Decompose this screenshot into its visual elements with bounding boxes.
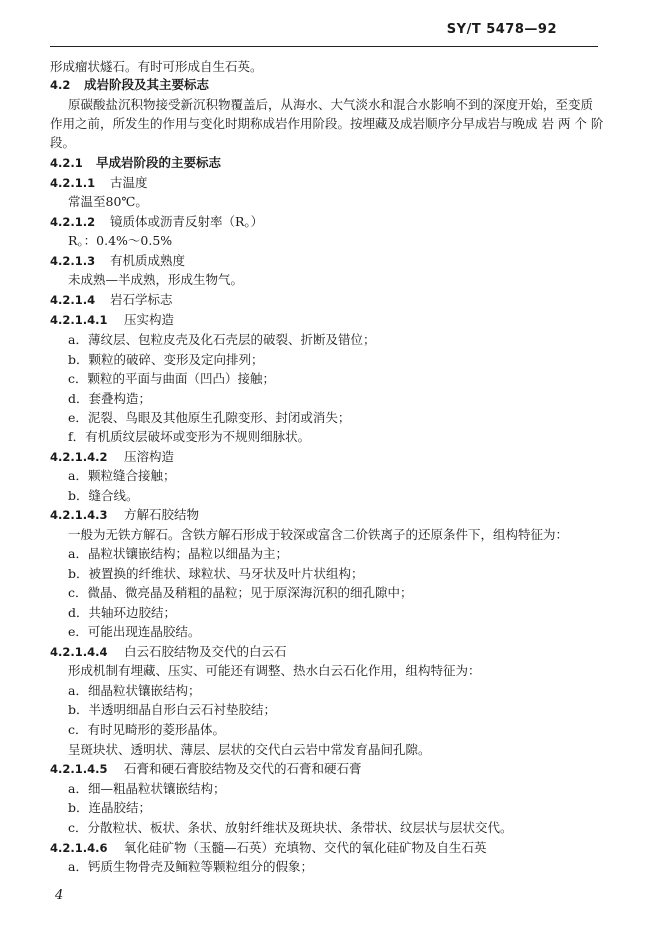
text-line — [68, 96, 593, 114]
section-title: 石膏和硬石膏胶结物及交代的石膏和硬石膏 — [124, 761, 362, 776]
line-text: a．薄纹层、包粒皮壳及化石壳层的破裂、折断及错位； — [68, 332, 376, 347]
line-text: a．细—粗晶粒状镶嵌结构； — [68, 781, 226, 796]
section-number: 4.2.1.2 — [50, 215, 96, 229]
section-title: 有机质成熟度 — [110, 253, 186, 268]
line-text: 一般为无铁方解石。含铁方解石形成于较深或富含二价铁离子的还原条件下，组构特征为： — [68, 527, 569, 542]
text-line — [68, 780, 225, 798]
section-heading — [50, 154, 221, 172]
line-text: 常温至80℃。 — [68, 194, 148, 209]
section-heading — [50, 291, 173, 309]
section-heading — [50, 839, 487, 857]
line-text: 未成熟—半成熟，形成生物气。 — [68, 272, 244, 287]
text-line — [68, 858, 313, 876]
line-text: 原碳酸盐沉积物接受新沉积物覆盖后，从海水、大气淡水和混合水影响不到的深度开始，至变质 — [68, 97, 594, 112]
section-heading — [50, 448, 174, 466]
line-text: b．连晶胶结； — [68, 800, 152, 815]
section-heading — [50, 643, 287, 661]
section-number: 4.2.1.4 — [50, 293, 96, 307]
section-title: 白云石胶结物及交代的白云石 — [124, 644, 287, 659]
text-line — [68, 682, 200, 700]
text-line — [68, 271, 243, 289]
section-title: 镜质体或沥青反射率（R。） — [110, 214, 264, 229]
text-line — [68, 741, 431, 759]
line-text: a．细晶粒状镶嵌结构； — [68, 683, 201, 698]
text-line — [68, 584, 413, 602]
text-line — [68, 467, 175, 485]
line-text: a．晶粒状镶嵌结构；晶粒以细晶为主； — [68, 546, 288, 561]
text-line — [68, 526, 568, 544]
text-line — [68, 409, 350, 427]
line-text: c．微晶、微亮晶及稍粗的晶粒；见于原深海沉积的细孔隙中； — [68, 585, 413, 600]
text-line — [68, 565, 364, 583]
text-line — [68, 232, 172, 250]
section-title: 压实构造 — [124, 312, 175, 327]
section-heading — [50, 506, 199, 524]
line-text: e．泥裂、鸟眼及其他原生孔隙变形、封闭或消失； — [68, 410, 351, 425]
line-text: a．颗粒缝合接触； — [68, 468, 176, 483]
text-line — [50, 58, 263, 76]
page-number: 4 — [55, 888, 64, 903]
line-text: c．有时见畸形的菱形晶体。 — [68, 722, 226, 737]
header-rule — [50, 46, 598, 47]
line-text: c．颗粒的平面与曲面（凹凸）接触； — [68, 371, 276, 386]
line-text: d．套叠构造； — [68, 391, 152, 406]
section-heading — [50, 213, 263, 231]
section-number: 4.2.1.4.3 — [50, 508, 108, 522]
section-heading — [50, 252, 185, 270]
line-text: b．半透明细晶自形白云石衬垫胶结； — [68, 702, 277, 717]
text-line — [68, 545, 288, 563]
section-number: 4.2.1.4.2 — [50, 450, 108, 464]
section-heading — [50, 311, 174, 329]
line-text: R。：0.4%～0.5% — [68, 233, 173, 248]
section-title: 早成岩阶段的主要标志 — [96, 155, 222, 170]
text-line — [68, 487, 139, 505]
section-heading — [50, 760, 362, 778]
text-line — [68, 721, 225, 739]
text-line — [68, 604, 176, 622]
text-line — [68, 193, 148, 211]
line-text: a．钙质生物骨壳及鲕粒等颗粒组分的假象； — [68, 859, 313, 874]
line-text: b．被置换的纤维状、球粒状、马牙状及叶片状组构； — [68, 566, 364, 581]
section-number: 4.2.1.4.5 — [50, 762, 108, 776]
line-text: f．有机质纹层破坏或变形为不规则细脉状。 — [68, 429, 311, 444]
section-number: 4.2.1.4.1 — [50, 313, 108, 327]
line-text: d．共轴环边胶结； — [68, 605, 177, 620]
section-title: 古温度 — [110, 175, 148, 190]
text-line — [68, 370, 275, 388]
section-number: 4.2.1.3 — [50, 254, 96, 268]
section-number: 4.2.1.4.4 — [50, 645, 108, 659]
line-text: 段。 — [50, 135, 76, 150]
section-number: 4.2.1 — [50, 156, 83, 170]
text-line — [68, 799, 151, 817]
text-line — [68, 819, 513, 837]
line-text: b．缝合线。 — [68, 488, 139, 503]
standard-code: SY/T 5478—92 — [446, 22, 557, 37]
line-text: 形成瘤状燧石。有时可形成自生石英。 — [50, 59, 263, 74]
text-line — [68, 701, 276, 719]
text-line — [68, 623, 200, 641]
section-title: 成岩阶段及其主要标志 — [84, 77, 210, 92]
section-title: 压溶构造 — [124, 449, 175, 464]
section-number: 4.2.1.1 — [50, 176, 96, 190]
text-line — [68, 662, 481, 680]
text-line — [50, 134, 75, 152]
line-text: 呈斑块状、透明状、薄层、层状的交代白云岩中常发育晶间孔隙。 — [68, 742, 431, 757]
line-text: 形成机制有埋藏、压实、可能还有调整、热水白云石化作用，组构特征为： — [68, 663, 481, 678]
section-title: 氧化硅矿物（玉髓—石英）充填物、交代的氧化硅矿物及自生石英 — [124, 840, 487, 855]
section-number: 4.2 — [50, 78, 71, 92]
text-line — [68, 351, 264, 369]
line-text: 作用之前，所发生的作用与变化时期称成岩作用阶段。按埋藏及成岩顺序分早成岩与晚成 岩 两 个 阶 — [50, 116, 604, 131]
text-line — [68, 331, 375, 349]
section-title: 岩石学标志 — [110, 292, 173, 307]
section-heading — [50, 76, 209, 94]
line-text: e．可能出现连晶胶结。 — [68, 624, 201, 639]
section-number: 4.2.1.4.6 — [50, 841, 108, 855]
line-text: b．颗粒的破碎、变形及定向排列； — [68, 352, 264, 367]
text-line — [68, 390, 151, 408]
text-line — [68, 428, 310, 446]
section-title: 方解石胶结物 — [124, 507, 200, 522]
section-heading — [50, 174, 148, 192]
line-text: c．分散粒状、板状、条状、放射纤维状及斑块状、条带状、纹层状与层状交代。 — [68, 820, 513, 835]
text-line — [50, 115, 603, 133]
